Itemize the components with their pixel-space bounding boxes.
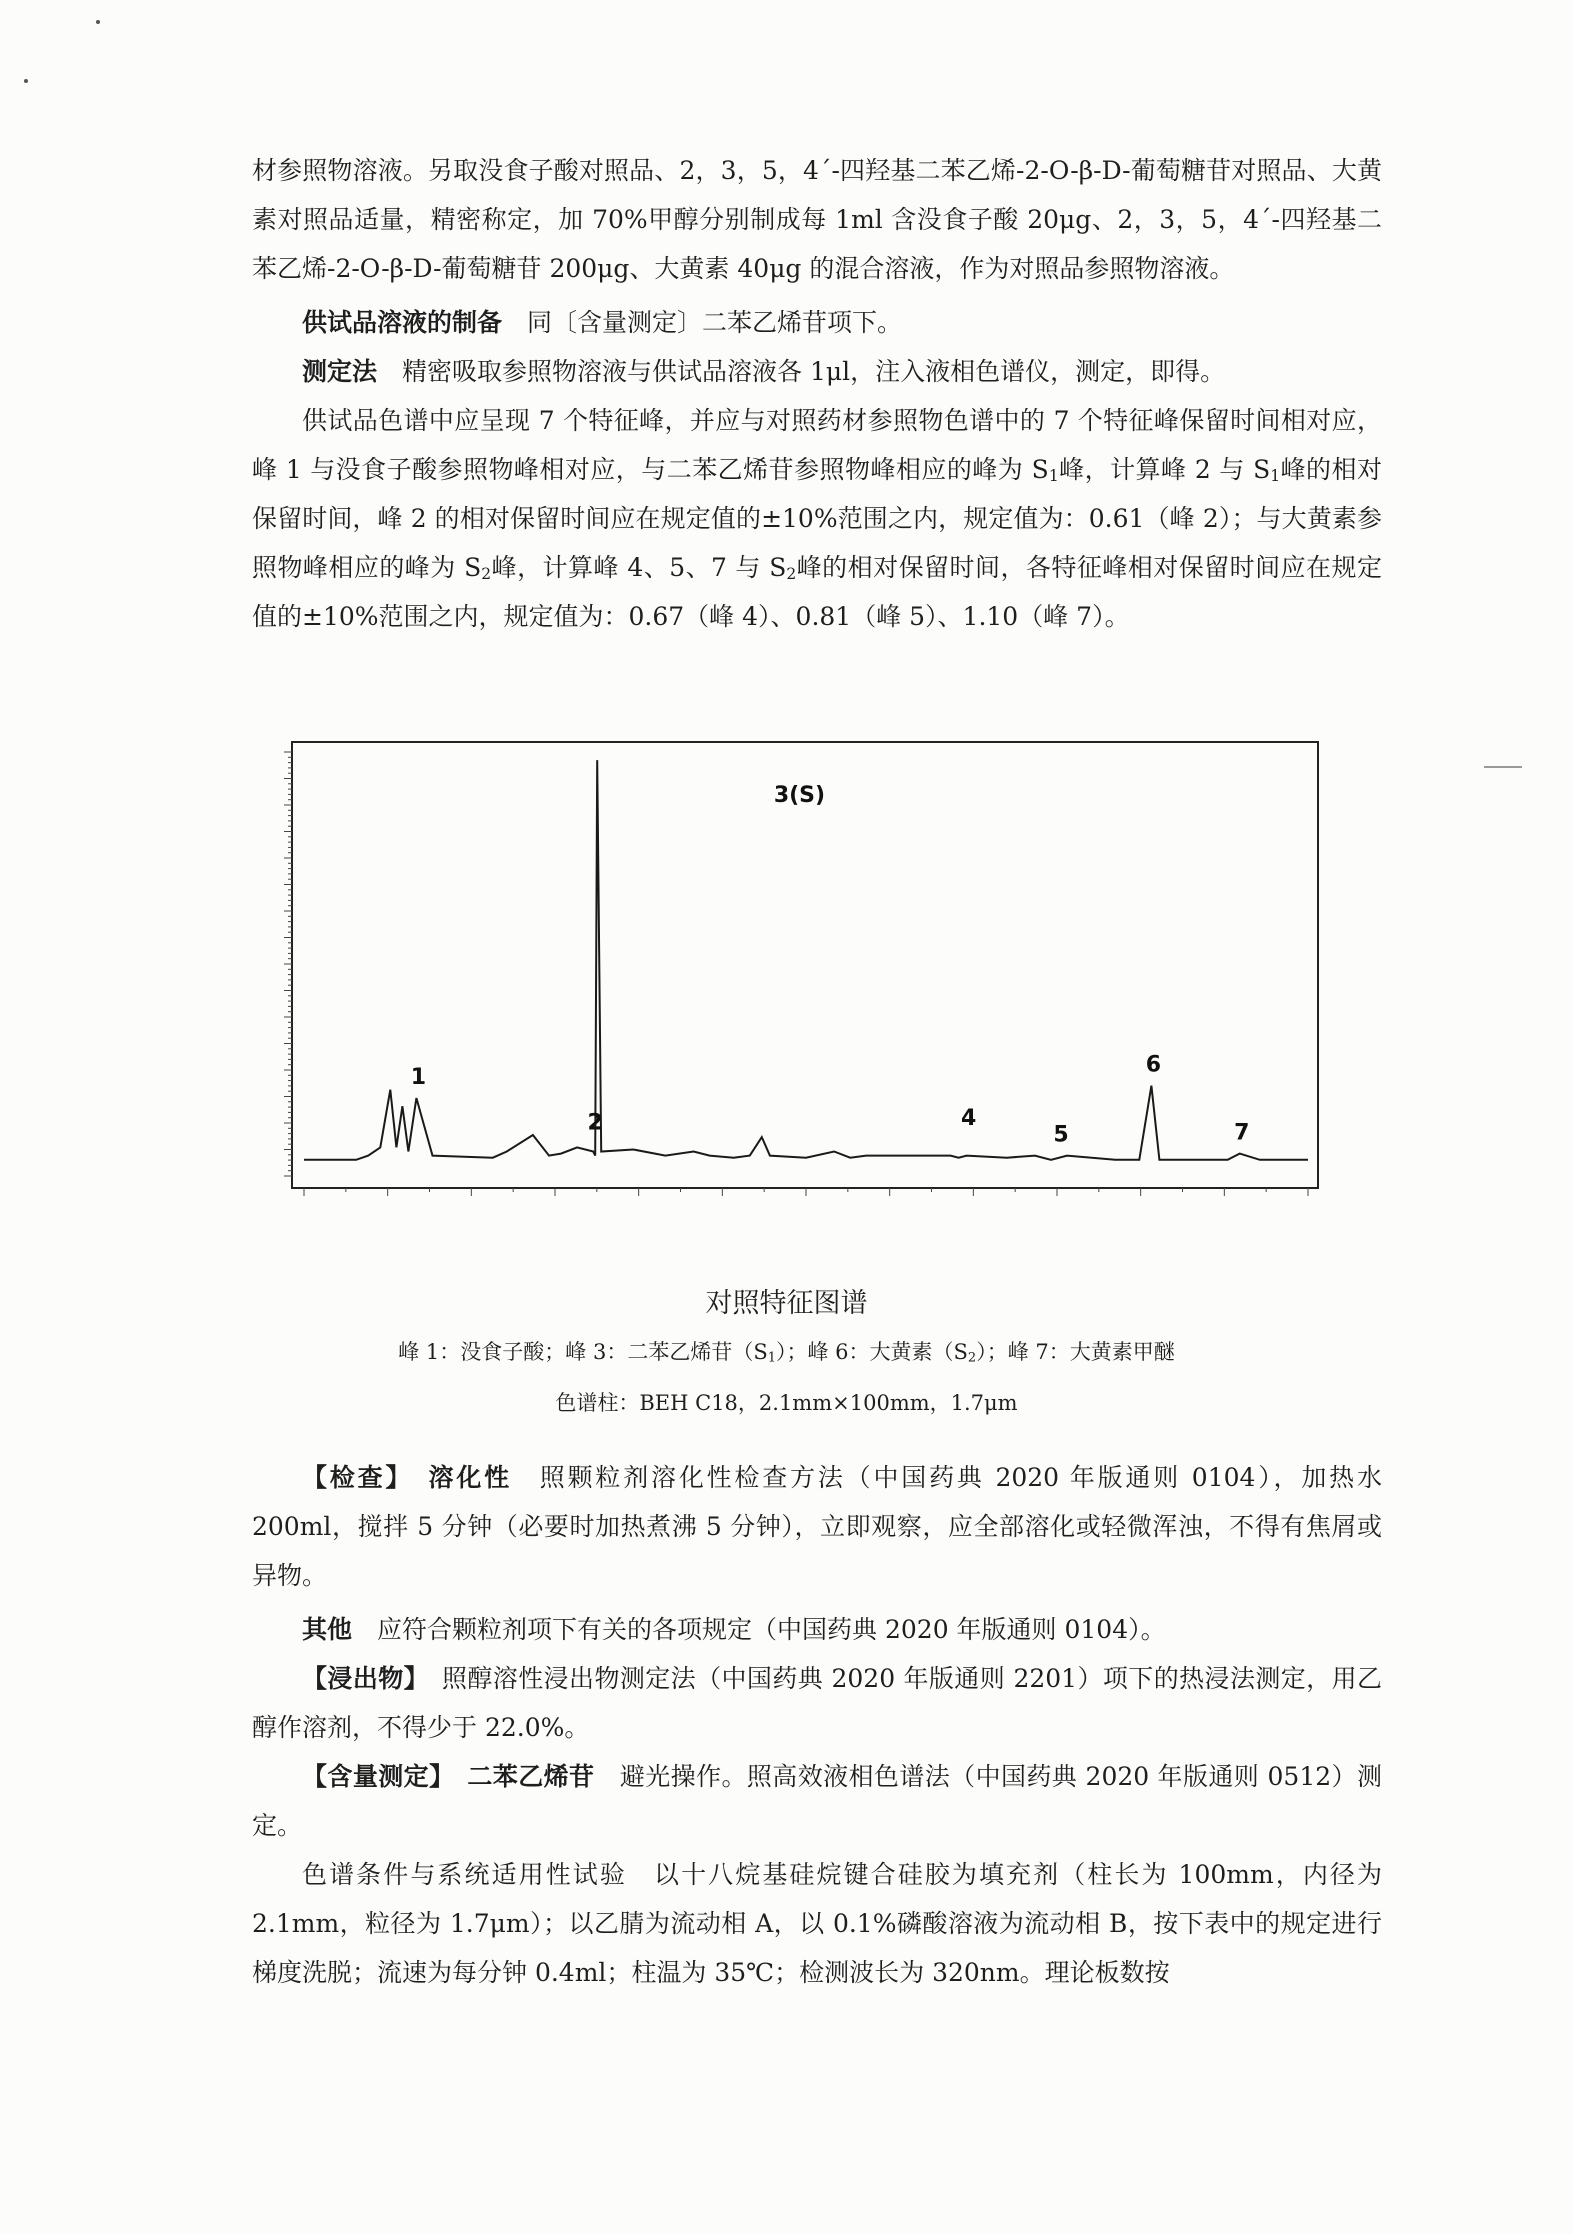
- subscript-1: 1: [1048, 467, 1059, 486]
- section-bottom-text: [252, 1453, 1382, 1997]
- paragraph-sample-prep: [252, 298, 1382, 347]
- assay-sub-label: 二苯乙烯苷: [467, 1762, 595, 1791]
- paragraph-peaks: [252, 396, 1382, 641]
- peak-label: 3(S): [773, 783, 826, 809]
- assay-label: 【含量测定】: [302, 1762, 442, 1791]
- subscript-1: 1: [1270, 467, 1281, 486]
- chromatogram-chart: [248, 738, 1323, 1208]
- paragraph-other: [252, 1605, 1382, 1654]
- check-sub-label: 溶化性: [428, 1463, 512, 1492]
- y-axis-ticks: [284, 752, 292, 1176]
- figure-caption-column: 色谱柱：BEH C18，2.1mm×100mm，1.7μm: [555, 1391, 1018, 1415]
- paragraph-check: [252, 1453, 1382, 1600]
- caption-subscript-1: 1: [767, 1350, 776, 1366]
- subscript-2: 2: [786, 565, 797, 584]
- sample-prep-text: 同〔含量测定〕二苯乙烯苷项下。: [527, 308, 903, 337]
- peak-label: 6: [1145, 1052, 1162, 1078]
- paragraph-conditions: 色谱条件与系统适用性试验 以十八烷基硅烷键合硅胶为填充剂（柱长为 100mm，内径为 2.1mm，粒径为 1.7μm）；以乙腈为流动相 A，以 0.1%磷酸溶液为流动相 B，按下表中的规定进行梯度洗脱；流速为每分钟 0.4ml；柱温为 35℃；检测波长为 320nm。理论板数按: [252, 1860, 1382, 1987]
- caption-subscript-2: 2: [967, 1350, 977, 1366]
- paragraph-assay: [252, 1752, 1382, 1850]
- peaks-text-d: 峰，计算峰 4、5、7 与 S: [491, 553, 787, 582]
- scan-dot-top: [96, 20, 100, 24]
- chromatogram-trace: [304, 760, 1308, 1160]
- method-label: 测定法: [302, 357, 378, 386]
- scan-dot-left: [24, 79, 28, 83]
- peak-label: 4: [960, 1106, 977, 1132]
- peaks-text-b: 峰，计算峰 2 与 S: [1058, 455, 1271, 484]
- extract-text: 照醇溶性浸出物测定法（中国药典 2020 年版通则 2201）项下的热浸法测定，用乙醇作溶剂，不得少于 22.0%。: [252, 1664, 1382, 1742]
- peak-label: 7: [1234, 1120, 1250, 1146]
- paragraph-reference-solution: 材参照物溶液。另取没食子酸对照品、2，3，5，4´-四羟基二苯乙烯-2-O-β-D-葡萄糖苷对照品、大黄素对照品适量，精密称定，加 70%甲醇分别制成每 1ml 含没食子酸 20μg、2，3，5，4´-四羟基二苯乙烯-2-O-β-D-葡萄糖苷 200μg、大黄素 40μg 的混合溶液，作为对照品参照物溶液。: [252, 156, 1382, 283]
- caption-text-a: 峰 1：没食子酸；峰 3：二苯乙烯苷（S: [398, 1340, 768, 1364]
- caption-text-c: ）；峰 7：大黄素甲醚: [976, 1340, 1175, 1364]
- check-label: 【检查】: [302, 1463, 401, 1492]
- peak-label: 5: [1053, 1122, 1069, 1148]
- peak-labels: [411, 783, 1250, 1148]
- other-text: 应符合颗粒剂项下有关的各项规定（中国药典 2020 年版通则 0104）。: [377, 1615, 1166, 1644]
- subscript-2: 2: [481, 565, 492, 584]
- paragraph-extract: [252, 1654, 1382, 1752]
- caption-text-b: ）；峰 6：大黄素（S: [776, 1340, 968, 1364]
- peaks-text-e: 峰的相对保留时间，各特征峰相对保留时间应在规定值的±10%范围之内，规定值为：0.67（峰 4）、0.81（峰 5）、1.10（峰 7）。: [252, 553, 1382, 631]
- sample-prep-label: 供试品溶液的制备: [302, 308, 503, 337]
- figure-title: 对照特征图谱: [705, 1288, 868, 1319]
- peak-label: 2: [587, 1110, 603, 1136]
- x-axis-ticks: [304, 1188, 1308, 1196]
- section-top-text: [252, 146, 1382, 641]
- paragraph-method: [252, 347, 1382, 396]
- other-label: 其他: [302, 1615, 353, 1644]
- check-text: 照颗粒剂溶化性检查方法（中国药典 2020 年版通则 0104），加热水 200ml，搅拌 5 分钟（必要时加热煮沸 5 分钟），立即观察，应全部溶化或轻微浑浊，不得有焦屑或异物。: [252, 1463, 1382, 1590]
- method-text: 精密吸取参照物溶液与供试品溶液各 1μl，注入液相色谱仪，测定，即得。: [402, 357, 1226, 386]
- figure-caption-peaks: [0, 1336, 1573, 1366]
- chart-frame: [292, 742, 1318, 1188]
- peak-label: 1: [410, 1064, 427, 1090]
- peaks-text-a: 供试品色谱中应呈现 7 个特征峰，并应与对照药材参照物色谱中的 7 个特征峰保留时间相对应，峰 1 与没食子酸参照物峰相对应，与二苯乙烯苷参照物峰相应的峰为 S: [252, 406, 1382, 484]
- assay-text: 避光操作。照高效液相色谱法（中国药典 2020 年版通则 0512）测定。: [252, 1762, 1382, 1840]
- peaks-text-c: 峰的相对保留时间，峰 2 的相对保留时间应在规定值的±10%范围之内，规定值为：0.61（峰 2）；与大黄素参照物峰相应的峰为 S: [252, 455, 1382, 582]
- extract-label: 【浸出物】: [302, 1664, 417, 1693]
- scan-edge-mark: [1484, 766, 1522, 768]
